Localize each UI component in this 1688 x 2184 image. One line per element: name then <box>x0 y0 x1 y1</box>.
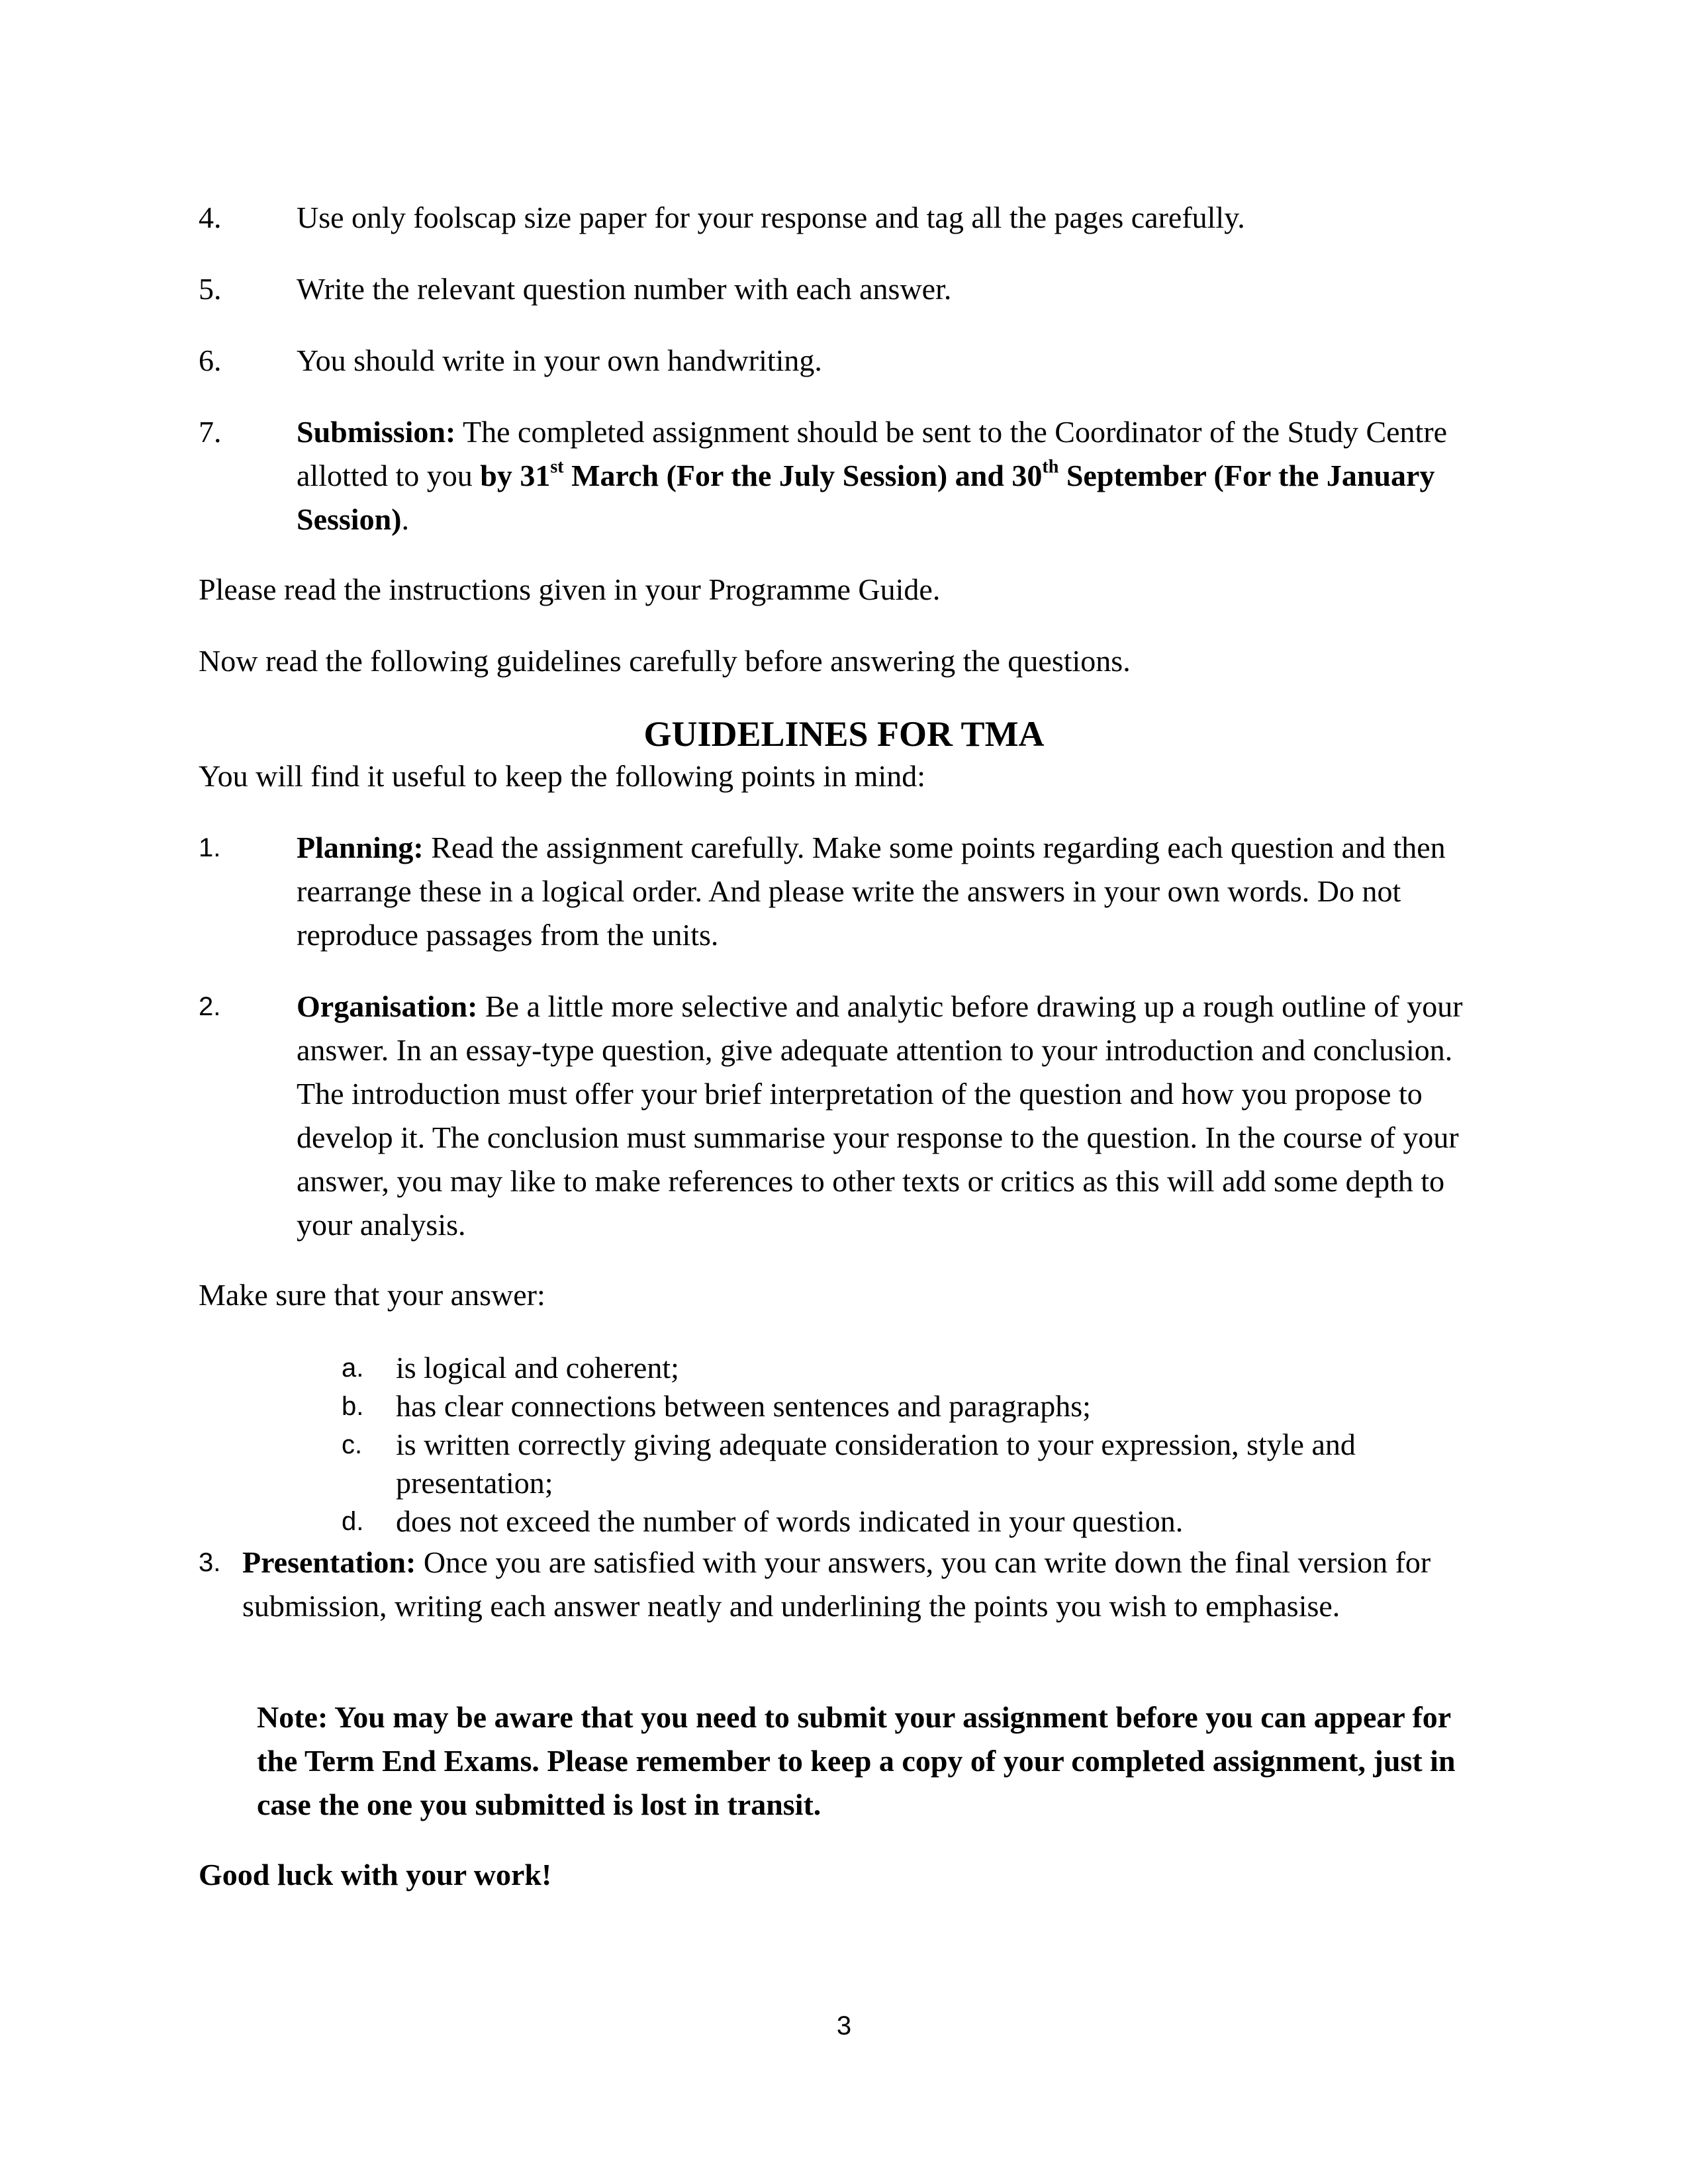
guideline-body: Be a little more selective and analytic before drawing up a rough outline of your answer. In an essay-type question, give adequate attention to your introduction and conclusion. The introduction must offer your brief interpretation of the question and how you propose to develop it. The conclusion must summarise your response to the question. In the course of your answer, you may like to make references to other texts or critics as this will add some depth to your analysis. <box>297 989 1463 1242</box>
instruction-number: 7. <box>199 415 222 449</box>
deadline-superscript-2: th <box>1042 456 1059 477</box>
guideline-label: Organisation: <box>297 989 478 1023</box>
deadline-superscript-1: st <box>550 456 564 477</box>
guideline-text <box>297 985 1496 1247</box>
instruction-text: Use only foolscap size paper for your response and tag all the pages carefully. <box>297 201 1245 234</box>
guidelines-note: Now read the following guidelines carefully before answering the questions. <box>199 644 1131 678</box>
guidelines-intro: You will find it useful to keep the following points in mind: <box>199 759 926 793</box>
instruction-number: 6. <box>199 343 222 377</box>
checklist-letter: a. <box>342 1353 364 1383</box>
submission-text <box>297 410 1496 541</box>
guideline-body: Once you are satisfied with your answers, you can write down the final version for submission, writing each answer neatly and underlining the points you wish to emphasise. <box>242 1545 1431 1623</box>
submission-body: The completed assignment should be sent to the Coordinator of the Study Centre allotted to you <box>297 415 1448 492</box>
guidelines-heading: GUIDELINES FOR TMA <box>643 714 1045 754</box>
guideline-number: 1. <box>199 833 221 862</box>
guideline-text <box>297 826 1496 957</box>
checklist-letter: b. <box>342 1392 364 1421</box>
deadline-part-2: March (For the July Session) and 30 <box>563 459 1043 492</box>
instruction-text: Write the relevant question number with each answer. <box>297 272 952 306</box>
checklist-letter: d. <box>342 1507 364 1536</box>
deadline-part-1: by 31 <box>480 459 551 492</box>
checklist-text: has clear connections between sentences and paragraphs; <box>396 1389 1091 1423</box>
guideline-number: 3. <box>199 1548 221 1577</box>
guideline-text <box>242 1541 1487 1628</box>
checklist-text: is logical and coherent; <box>396 1351 679 1385</box>
checklist-text: does not exceed the number of words indicated in your question. <box>396 1504 1184 1538</box>
page-number: 3 <box>836 2011 852 2040</box>
instruction-text: You should write in your own handwriting. <box>297 343 822 377</box>
submission-end: . <box>401 502 409 536</box>
instruction-number: 5. <box>199 272 222 306</box>
instruction-number: 4. <box>199 201 222 234</box>
guideline-number: 2. <box>199 992 221 1021</box>
guideline-label: Presentation: <box>242 1545 416 1579</box>
programme-guide-note: Please read the instructions given in your Programme Guide. <box>199 572 941 606</box>
checklist-letter: c. <box>342 1430 363 1459</box>
make-sure-intro: Make sure that your answer: <box>199 1278 545 1312</box>
exam-note: Note: You may be aware that you need to submit your assignment before you can appear for the Term End Exams. Please remember to keep a copy of your completed assignment, just in case the one you submitted is lost in transit. <box>257 1700 1456 1821</box>
guideline-label: Planning: <box>297 831 424 864</box>
checklist-text: is written correctly giving adequate consideration to your expression, style and presentation; <box>396 1428 1356 1500</box>
submission-label: Submission: <box>297 415 456 449</box>
closing-line: Good luck with your work! <box>199 1858 552 1891</box>
guideline-body: Read the assignment carefully. Make some points regarding each question and then rearrange these in a logical order. And please write the answers in your own words. Do not reproduce passages from the units. <box>297 831 1446 952</box>
deadline-part-3: September (For the January Session) <box>297 459 1435 536</box>
